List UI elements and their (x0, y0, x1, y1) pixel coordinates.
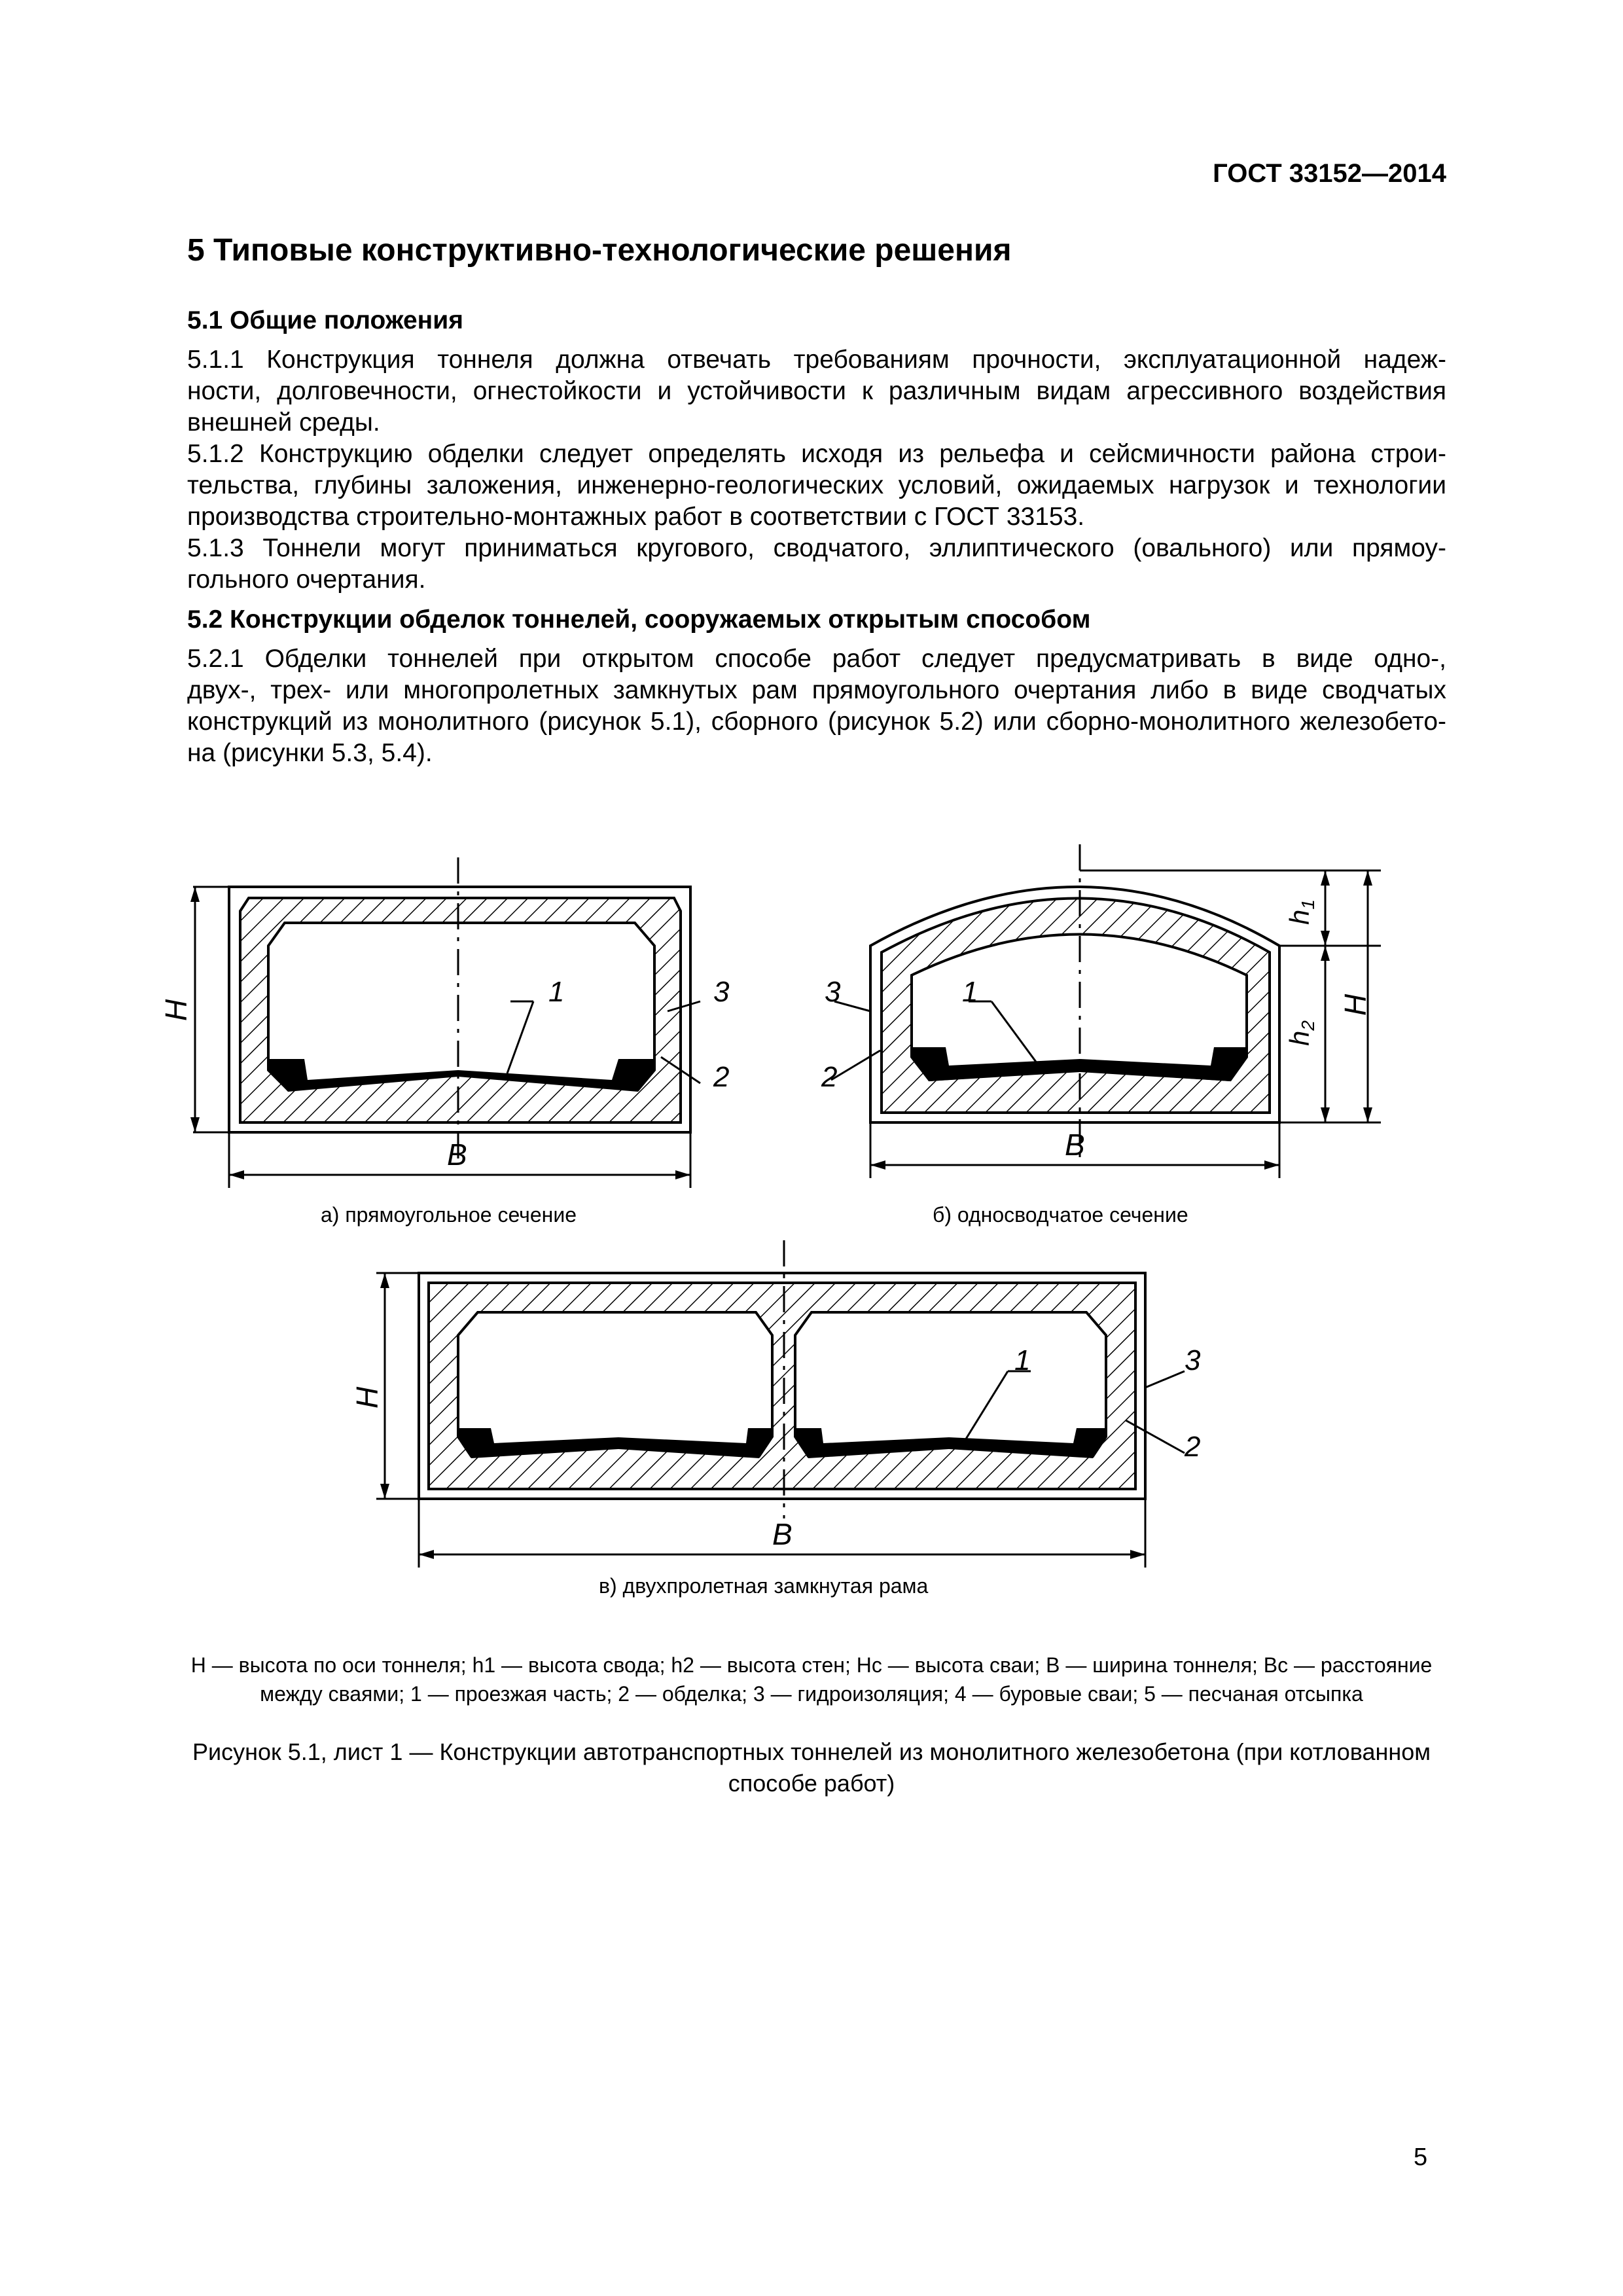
paragraph-line: на (рисунки 5.3, 5.4). (187, 739, 433, 767)
paragraph-line: внешней среды. (187, 408, 380, 437)
callout-2-a: 2 (713, 1061, 730, 1093)
callout-3-c: 3 (1185, 1344, 1201, 1376)
width-label-c: B (772, 1517, 793, 1551)
height-label-a: H (159, 999, 193, 1021)
height-label-b: H (1338, 994, 1372, 1016)
width-label-a: B (447, 1138, 467, 1172)
page-number: 5 (1414, 2144, 1428, 2171)
subsection-5-2-title: 5.2 Конструкции обделок тоннелей, сооружаемых открытым способом (187, 605, 1091, 634)
width-label-b: B (1065, 1128, 1085, 1162)
paragraph-line: производства строительно-монтажных работ в соответствии с ГОСТ 33153. (187, 503, 1085, 531)
rectangular-section-drawing (159, 857, 730, 1188)
paragraph-line: конструкций из монолитного (рисунок 5.1), сборного (рисунок 5.2) или сборно-монолитного железобето- (187, 708, 1446, 736)
callout-3-a: 3 (713, 976, 730, 1008)
figure-title-line: Рисунок 5.1, лист 1 — Конструкции автотранспортных тоннелей из монолитного железобетона (при котлованном (192, 1738, 1431, 1765)
paragraph-line: ности, долговечности, огнестойкости и устойчивости к различным видам агрессивного воздействия (187, 377, 1446, 405)
section-title: 5 Типовые конструктивно-технологические решения (187, 233, 1012, 268)
legend-line: H — высота по оси тоннеля; h1 — высота свода; h2 — высота стен; Hc — высота сваи; B — ширина тоннеля; Bc — расстояние (190, 1653, 1433, 1677)
paragraph-line: 5.1.2 Конструкцию обделки следует определять исходя из рельефа и сейсмичности района строи- (187, 440, 1446, 468)
paragraph-line: тельства, глубины заложения, инженерно-геологических условий, ожидаемых нагрузок и технологии (187, 471, 1446, 499)
paragraph-line: гольного очертания. (187, 565, 426, 594)
paragraph-line: 5.2.1 Обделки тоннелей при открытом способе работ следует предусматривать в виде одно-, (187, 645, 1446, 673)
paragraph-line: двух-, трех- или многопролетных замкнутых рам прямоугольного очертания либо в виде сводчатых (187, 676, 1446, 704)
vault-height-label: h1 (1284, 899, 1318, 925)
height-label-c: H (350, 1386, 384, 1408)
subsection-5-1-title: 5.1 Общие положения (187, 306, 463, 334)
callout-1-b: 1 (962, 976, 978, 1008)
callout-2-b: 2 (821, 1061, 838, 1093)
legend-line: между сваями; 1 — проезжая часть; 2 — обделка; 3 — гидроизоляция; 4 — буровые сваи; 5 — песчаная отсыпка (260, 1682, 1363, 1706)
callout-1-c: 1 (1014, 1344, 1031, 1376)
caption-rectangular-section: а) прямоугольное сечение (321, 1203, 577, 1227)
callout-2-c: 2 (1185, 1431, 1201, 1463)
two-span-frame-drawing (350, 1240, 1201, 1568)
vaulted-section-drawing (821, 844, 1381, 1178)
callout-1-a: 1 (548, 976, 565, 1008)
caption-two-span-frame: в) двухпролетная замкнутая рама (599, 1574, 929, 1598)
caption-vaulted-section: б) односводчатое сечение (933, 1203, 1188, 1227)
figure-title (98, 1736, 1525, 1799)
figure-legend (124, 1651, 1499, 1708)
paragraph-line: 5.1.3 Тоннели могут приниматься кругового, сводчатого, эллиптического (овального) или прямоу- (187, 534, 1446, 562)
wall-height-label: h2 (1284, 1020, 1318, 1046)
paragraph-line: 5.1.1 Конструкция тоннеля должна отвечать требованиям прочности, эксплуатационной надеж- (187, 346, 1446, 374)
document-id: ГОСТ 33152—2014 (1213, 159, 1446, 188)
figure-title-line: способе работ) (728, 1770, 895, 1797)
callout-3-b: 3 (825, 976, 841, 1008)
